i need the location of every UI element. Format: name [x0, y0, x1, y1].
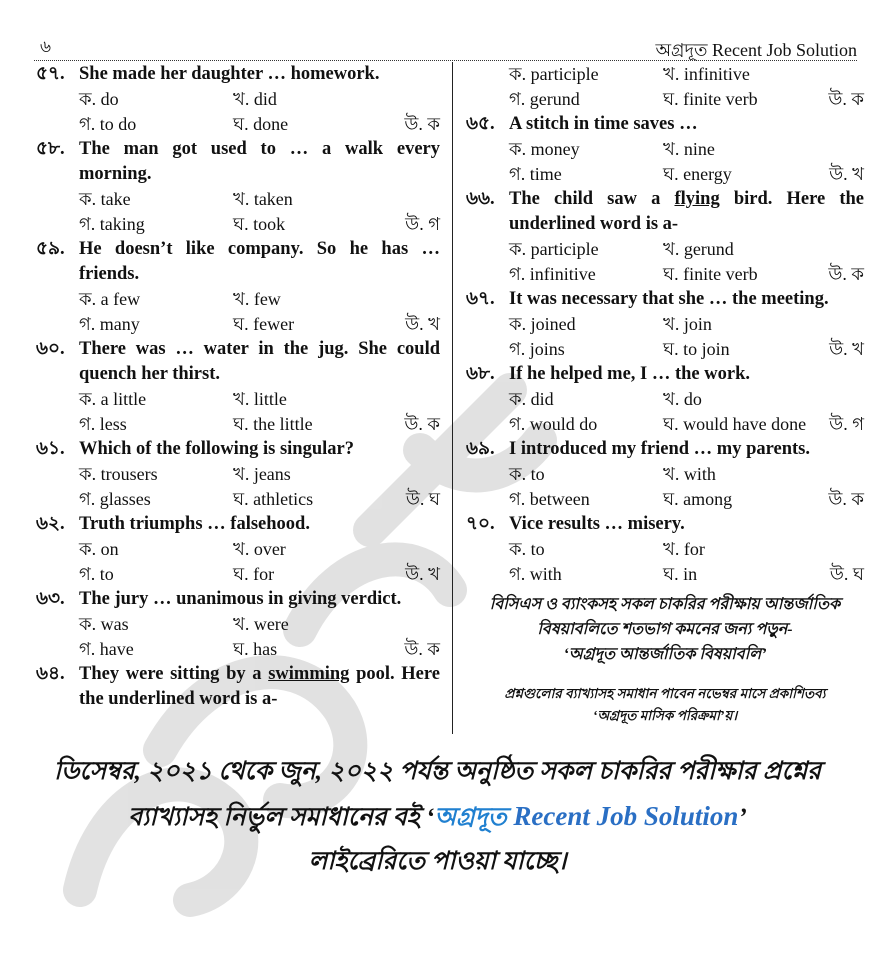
question-body	[509, 437, 864, 462]
answer-key: উ. ক	[828, 89, 864, 109]
question-fragment: If he helped me, I … the work.	[509, 364, 751, 384]
question-body	[79, 587, 440, 612]
question-text	[36, 237, 440, 287]
question-fragment: They were sitting by a	[79, 664, 269, 684]
option-row	[466, 562, 864, 587]
option: ঘ. energy	[663, 164, 732, 184]
answer-key: উ. ক	[404, 639, 440, 659]
option-row	[36, 212, 440, 237]
option: ঘ. to join	[663, 339, 730, 359]
option: খ. over	[233, 539, 286, 559]
option-row	[36, 462, 440, 487]
question-block	[466, 362, 864, 437]
option: গ. glasses	[79, 489, 151, 509]
question-number: ৬৪.	[36, 664, 65, 684]
question-body	[79, 337, 440, 387]
question-body	[79, 437, 440, 462]
banner-brand-en: Recent Job Solution	[506, 801, 739, 831]
question-number: ৫৯.	[36, 239, 65, 259]
question-fragment: Which of the following is singular?	[79, 439, 354, 459]
question-text	[36, 137, 440, 187]
option: খ. with	[663, 464, 716, 484]
question-fragment: There was … water in the jug. She could quench her thirst.	[79, 339, 440, 384]
notice-international-affairs	[466, 592, 864, 667]
question-body	[509, 287, 864, 312]
option-row	[466, 262, 864, 287]
option-row	[36, 287, 440, 312]
option: ঘ. finite verb	[663, 89, 758, 109]
option: ক. a few	[79, 289, 141, 309]
option-row	[466, 312, 864, 337]
option: খ. infinitive	[663, 64, 750, 84]
answer-key: উ. ক	[828, 264, 864, 284]
option-row	[36, 637, 440, 662]
option: ক. on	[79, 539, 119, 559]
option: গ. many	[79, 314, 140, 334]
answer-key: উ. খ	[829, 164, 864, 184]
option: খ. taken	[233, 189, 293, 209]
option-row	[466, 87, 864, 112]
notice1-line3: ‘অগ্রদূত আন্তর্জাতিক বিষয়াবলি’	[563, 646, 767, 663]
option: ক. take	[79, 189, 131, 209]
option-row	[466, 412, 864, 437]
option: ঘ. in	[663, 564, 698, 584]
question-number: ৬৬.	[466, 189, 495, 209]
question-fragment: pool. Here the underlined word is a-	[79, 664, 440, 709]
question-number: ৬৫.	[466, 114, 495, 134]
question-body	[79, 237, 440, 287]
question-fragment: bird. Here the underlined word is a-	[509, 189, 865, 234]
promo-banner	[20, 750, 855, 884]
answer-key: উ. গ	[829, 414, 864, 434]
question-fragment: I introduced my friend … my parents.	[509, 439, 810, 459]
option: ক. did	[509, 389, 554, 409]
notice-monthly-magazine	[466, 683, 864, 727]
option-row	[466, 537, 864, 562]
answer-key: উ. ক	[828, 489, 864, 509]
notice2-line1: প্রশ্নগুলোর ব্যাখ্যাসহ সমাধান পাবেন নভেম্বর মাসে প্রকাশিতব্য	[504, 686, 826, 701]
option-row	[36, 87, 440, 112]
option-row	[36, 312, 440, 337]
option: ঘ. took	[233, 214, 286, 234]
question-number: ৬৩.	[36, 589, 65, 609]
left-question-column	[36, 62, 440, 712]
answer-key: উ. গ	[405, 214, 440, 234]
question-text	[36, 662, 440, 712]
question-body	[79, 512, 440, 537]
question-text	[36, 62, 440, 87]
option: ক. participle	[509, 239, 599, 259]
banner-line1: ডিসেম্বর, ২০২১ থেকে জুন, ২০২২ পর্যন্ত অনুষ্ঠিত সকল চাকরির পরীক্ষার প্রশ্নের	[54, 758, 821, 785]
option: গ. with	[509, 564, 562, 584]
question-block	[36, 512, 440, 587]
question-text	[36, 512, 440, 537]
option: খ. jeans	[233, 464, 291, 484]
question-text	[466, 362, 864, 387]
page-number: ৬	[40, 37, 52, 56]
option: গ. between	[509, 489, 590, 509]
question-block	[466, 187, 864, 287]
option-row	[36, 412, 440, 437]
option: খ. join	[663, 314, 712, 334]
question-block	[466, 112, 864, 187]
option: গ. have	[79, 639, 134, 659]
answer-key: উ. ক	[404, 114, 440, 134]
option: ঘ. fewer	[233, 314, 295, 334]
option: খ. for	[663, 539, 705, 559]
option-row	[466, 237, 864, 262]
question-body	[79, 137, 440, 187]
option-row	[36, 387, 440, 412]
option: খ. do	[663, 389, 702, 409]
option: গ. infinitive	[509, 264, 596, 284]
option: ক. do	[79, 89, 119, 109]
question-text	[466, 437, 864, 462]
question-text	[466, 112, 864, 137]
underlined-word: swimming	[268, 664, 350, 684]
question-fragment: Truth triumphs … falsehood.	[79, 514, 310, 534]
question-text	[466, 287, 864, 312]
option: গ. to do	[79, 114, 137, 134]
notice2-line2: ‘অগ্রদূত মাসিক পরিক্রমা’য়।	[592, 708, 738, 723]
option-row	[466, 62, 864, 87]
option: ঘ. done	[233, 114, 289, 134]
option: খ. were	[233, 614, 289, 634]
option-row	[36, 112, 440, 137]
question-fragment: He doesn’t like company. So he has … friends.	[79, 239, 440, 284]
answer-key: উ. খ	[829, 339, 864, 359]
question-number: ৬০.	[36, 339, 65, 359]
question-number: ৬১.	[36, 439, 65, 459]
option-row	[466, 487, 864, 512]
option: ঘ. for	[233, 564, 275, 584]
option: ক. was	[79, 614, 129, 634]
option-row	[36, 537, 440, 562]
column-divider	[452, 62, 453, 734]
option: গ. to	[79, 564, 114, 584]
question-body	[509, 187, 864, 237]
option: ক. participle	[509, 64, 599, 84]
question-block	[466, 62, 864, 112]
option-row	[36, 562, 440, 587]
question-body	[509, 362, 864, 387]
option-row	[466, 337, 864, 362]
option: ঘ. the little	[233, 414, 313, 434]
question-body	[79, 662, 440, 712]
header-title: অগ্রদূত Recent Job Solution	[655, 40, 857, 60]
question-body	[509, 512, 864, 537]
question-fragment: It was necessary that she … the meeting.	[509, 289, 829, 309]
option-row	[36, 612, 440, 637]
question-text	[466, 187, 864, 237]
option: গ. joins	[509, 339, 565, 359]
question-block	[36, 587, 440, 662]
option: ক. a little	[79, 389, 147, 409]
option: ক. to	[509, 539, 545, 559]
question-text	[36, 587, 440, 612]
question-fragment: The man got used to … a walk every morning.	[79, 139, 440, 184]
question-number: ৬৭.	[466, 289, 495, 309]
question-number: ৭০.	[466, 514, 495, 534]
option: গ. time	[509, 164, 562, 184]
option: ক. money	[509, 139, 580, 159]
question-number: ৫৭.	[36, 64, 65, 84]
question-fragment: She made her daughter … homework.	[79, 64, 380, 84]
question-text	[36, 337, 440, 387]
option: ক. trousers	[79, 464, 158, 484]
option: গ. taking	[79, 214, 145, 234]
banner-line3: লাইব্রেরিতে পাওয়া যাচ্ছে।	[308, 848, 567, 875]
question-block	[36, 337, 440, 437]
question-fragment: A stitch in time saves …	[509, 114, 698, 134]
question-fragment: The child saw a	[509, 189, 675, 209]
option-row	[36, 187, 440, 212]
right-question-column	[466, 62, 864, 587]
page-header	[34, 32, 857, 61]
question-number: ৬২.	[36, 514, 65, 534]
banner-line2	[20, 794, 855, 840]
banner-brand-bn: অগ্রদূত	[434, 804, 507, 831]
option: গ. less	[79, 414, 127, 434]
option-row	[466, 387, 864, 412]
option: ক. to	[509, 464, 545, 484]
question-block	[36, 237, 440, 337]
underlined-word: flying	[674, 189, 720, 209]
answer-key: উ. ঘ	[405, 489, 440, 509]
notice1-line1: বিসিএস ও ব্যাংকসহ সকল চাকরির পরীক্ষায় আন্তর্জাতিক	[489, 596, 841, 613]
option-row	[466, 137, 864, 162]
question-number: ৬৯.	[466, 439, 495, 459]
option: ঘ. among	[663, 489, 733, 509]
question-block	[36, 62, 440, 137]
answer-key: উ. ঘ	[829, 564, 864, 584]
question-fragment: Vice results … misery.	[509, 514, 685, 534]
question-number: ৬৮.	[466, 364, 495, 384]
answer-key: উ. খ	[405, 564, 440, 584]
question-block	[466, 512, 864, 587]
question-number: ৫৮.	[36, 139, 65, 159]
option: খ. did	[233, 89, 277, 109]
option: গ. gerund	[509, 89, 580, 109]
option-row	[466, 462, 864, 487]
question-block	[36, 137, 440, 237]
option: গ. would do	[509, 414, 598, 434]
question-fragment: The jury … unanimous in giving verdict.	[79, 589, 402, 609]
question-block	[466, 287, 864, 362]
answer-key: উ. খ	[405, 314, 440, 334]
option: ঘ. would have done	[663, 414, 807, 434]
banner-line2-prefix: ব্যাখ্যাসহ নির্ভুল সমাধানের বই ‘	[128, 804, 435, 831]
question-block	[36, 437, 440, 512]
question-text	[36, 437, 440, 462]
question-block	[36, 662, 440, 712]
option: ঘ. finite verb	[663, 264, 758, 284]
option: ঘ. athletics	[233, 489, 314, 509]
question-block	[466, 437, 864, 512]
answer-key: উ. ক	[404, 414, 440, 434]
option-row	[466, 162, 864, 187]
question-body	[79, 62, 440, 87]
option: খ. few	[233, 289, 281, 309]
option: খ. gerund	[663, 239, 734, 259]
option-row	[36, 487, 440, 512]
question-body	[509, 112, 864, 137]
notice1-line2: বিষয়াবলিতে শতভাগ কমনের জন্য পড়ুন-	[537, 621, 793, 638]
option: খ. little	[233, 389, 287, 409]
option: ঘ. has	[233, 639, 278, 659]
question-text	[466, 512, 864, 537]
option: ক. joined	[509, 314, 576, 334]
option: খ. nine	[663, 139, 715, 159]
banner-line2-suffix: ’	[738, 804, 747, 831]
